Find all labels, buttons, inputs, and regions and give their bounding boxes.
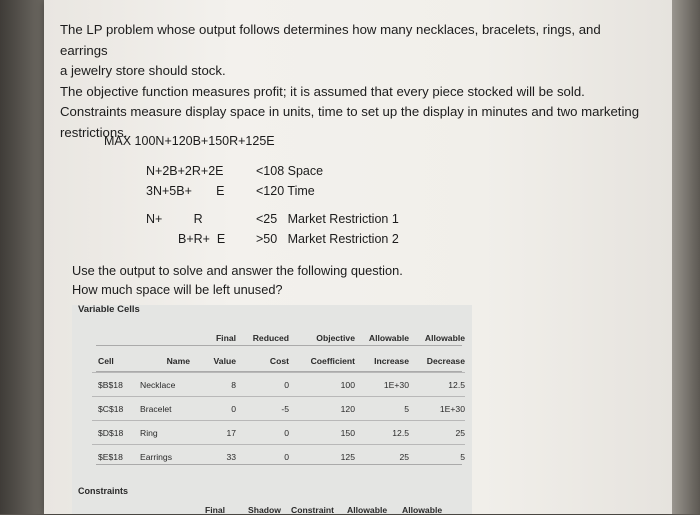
cell-reduced: 0: [236, 373, 289, 397]
cell-decrease: 5: [409, 445, 465, 469]
question-line-1: Use the output to solve and answer the following question.: [72, 263, 403, 278]
constraint-3-lhs: N+ R: [146, 212, 203, 226]
cell-increase: 25: [355, 445, 409, 469]
col-decrease: Decrease: [426, 355, 465, 366]
cell-ref: $C$18: [92, 397, 140, 421]
question: [72, 261, 403, 299]
cell-reduced: 0: [236, 445, 289, 469]
cell-increase: 5: [355, 397, 409, 421]
constraint-4-rhs: >50 Market Restriction 2: [256, 232, 399, 246]
constraint-1-lhs: N+2B+2R+2E: [146, 164, 224, 178]
cell-increase: 12.5: [355, 421, 409, 445]
cell-decrease: 12.5: [409, 373, 465, 397]
cell-final: 8: [190, 373, 236, 397]
cell-name: Necklace: [140, 373, 190, 397]
cell-ref: $E$18: [92, 445, 140, 469]
variable-cells-title: Variable Cells: [78, 304, 140, 315]
intro-line-1: The LP problem whose output follows determines how many necklaces, bracelets, rings, and earrings: [60, 22, 601, 58]
cell-increase: 1E+30: [355, 373, 409, 397]
intro-line-2: a jewelry store should stock.: [60, 63, 226, 78]
cons-col-final: Final: [205, 505, 226, 515]
cell-reduced: 0: [236, 421, 289, 445]
table-row: [92, 397, 465, 421]
constraint-3-rhs: <25 Market Restriction 1: [256, 212, 399, 226]
cons-col-constraint: Constraint: [291, 505, 334, 515]
photo-right-edge: [672, 0, 700, 514]
cell-objective: 100: [289, 373, 355, 397]
constraints-title: Constraints: [78, 486, 129, 496]
col-cost: Cost: [269, 355, 289, 366]
cons-col-shadow: Shadow: [248, 505, 281, 515]
cell-objective: 150: [289, 421, 355, 445]
cell-ref: $B$18: [92, 373, 140, 397]
cell-name: Bracelet: [140, 397, 190, 421]
cons-col-allowable-dec: Allowable: [402, 505, 443, 515]
photo-left-edge: [0, 0, 44, 514]
cons-col-allowable-inc: Allowable: [347, 505, 388, 515]
cell-final: 0: [190, 397, 236, 421]
constraint-1-rhs: <108 Space: [256, 164, 324, 178]
col-reduced: Reduced: [252, 332, 289, 343]
table-row: [92, 421, 465, 445]
cell-name: Ring: [140, 421, 190, 445]
col-allowable-inc: Allowable: [368, 332, 409, 343]
question-line-2: How much space will be left unused?: [72, 282, 283, 297]
constraint-2-lhs: 3N+5B+ E: [146, 184, 225, 198]
cell-name: Earrings: [140, 445, 190, 469]
cell-final: 33: [190, 445, 236, 469]
col-allowable-dec: Allowable: [424, 332, 465, 343]
col-name: Name: [166, 355, 190, 366]
variable-cells-table: [92, 326, 465, 468]
col-objective: Objective: [316, 332, 355, 343]
col-coefficient: Coefficient: [310, 355, 355, 366]
col-cell: Cell: [98, 355, 114, 366]
cell-decrease: 25: [409, 421, 465, 445]
intro-line-4: Constraints measure display space in units, time to set up the display in minutes and two marketing: [60, 104, 640, 119]
cell-objective: 120: [289, 397, 355, 421]
col-final: Final: [215, 332, 236, 343]
constraint-2-rhs: <120 Time: [256, 184, 315, 198]
cell-reduced: -5: [236, 397, 289, 421]
intro-line-3: The objective function measures profit; it is assumed that every piece stocked will be sold.: [60, 83, 585, 99]
col-value: Value: [213, 355, 236, 366]
cell-ref: $D$18: [92, 421, 140, 445]
constraint-4-lhs: B+R+ E: [178, 232, 226, 246]
cell-final: 17: [190, 421, 236, 445]
table-row: [92, 373, 465, 397]
col-increase: Increase: [374, 355, 409, 366]
cell-decrease: 1E+30: [409, 397, 465, 421]
intro-line-5: restrictions.: [60, 124, 128, 140]
cell-objective: 125: [289, 445, 355, 469]
objective-function: MAX 100N+120B+150R+125E: [104, 134, 275, 148]
table-bottom-divider: [96, 464, 462, 465]
problem-intro: [60, 20, 650, 143]
